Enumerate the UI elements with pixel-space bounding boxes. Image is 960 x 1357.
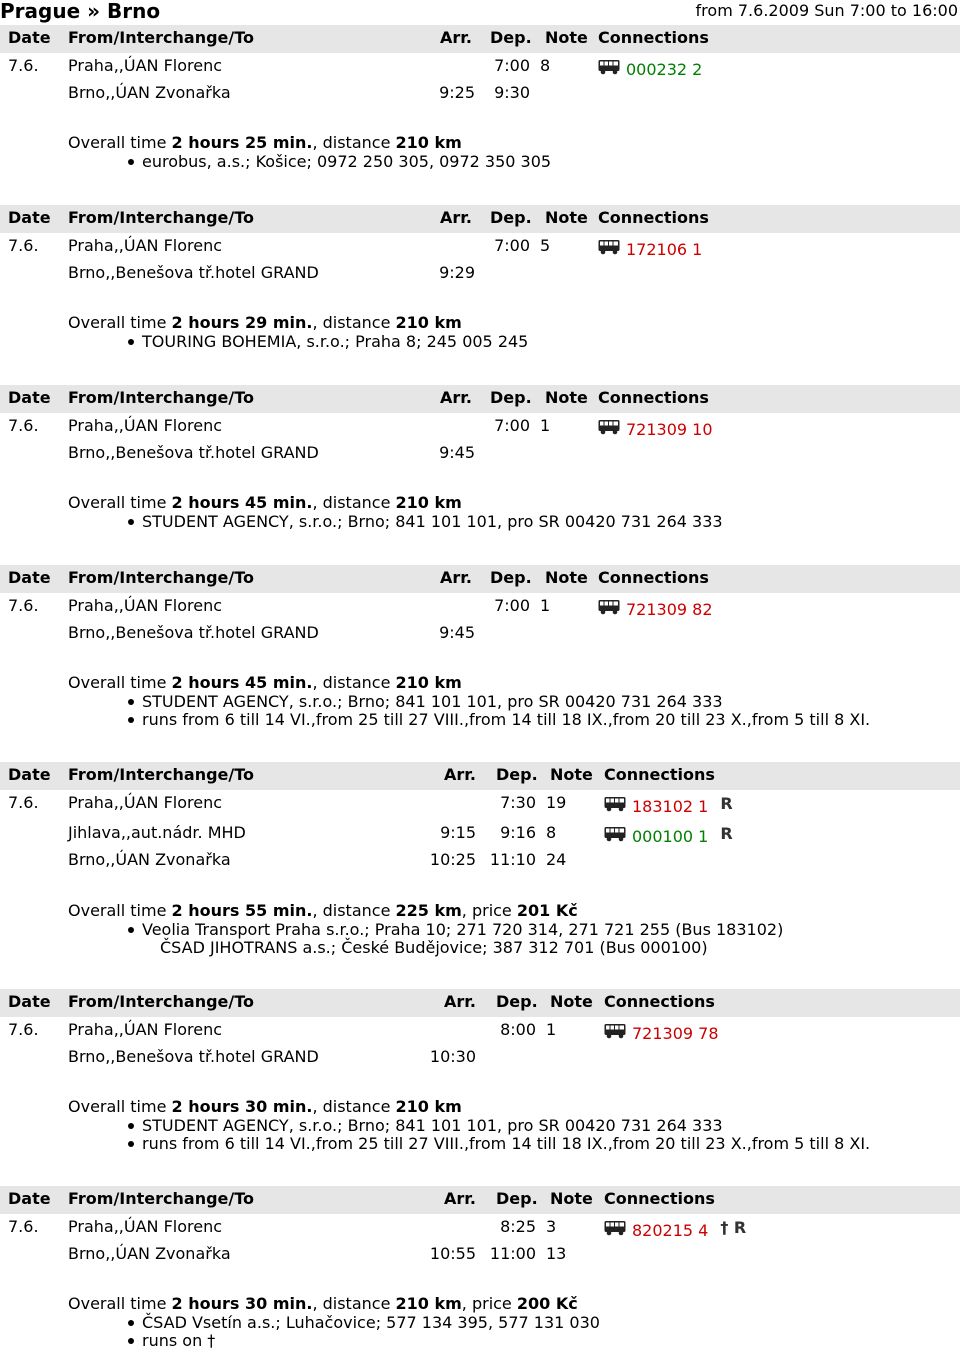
row-connection[interactable] (604, 821, 733, 846)
row-connection[interactable] (598, 594, 713, 619)
bus-icon (598, 599, 620, 615)
trip-summary: Overall time 2 hours 30 min., distance 210 km (68, 1097, 462, 1116)
row-date: 7.6. (8, 793, 39, 812)
table-header (0, 565, 960, 593)
header-note: Note (550, 992, 593, 1011)
carrier-info: STUDENT AGENCY, s.r.o.; Brno; 841 101 101, pro SR 00420 731 264 333 (142, 692, 723, 711)
connection-number-link[interactable]: 721309 10 (626, 420, 713, 439)
carrier-info: STUDENT AGENCY, s.r.o.; Brno; 841 101 101, pro SR 00420 731 264 333 (142, 1116, 723, 1135)
row-departure: 7:00 (494, 56, 530, 75)
header-from: From/Interchange/To (68, 992, 255, 1011)
connection-symbols: R (720, 824, 733, 843)
bus-icon (604, 1023, 626, 1039)
distance-value: 210 km (395, 493, 462, 512)
table-row (0, 1217, 960, 1244)
header-from: From/Interchange/To (68, 568, 255, 587)
table-row (0, 263, 960, 290)
row-station: Brno,,Benešova tř.hotel GRAND (68, 1047, 319, 1066)
table-row (0, 596, 960, 623)
trip-summary: Overall time 2 hours 45 min., distance 210 km (68, 673, 462, 692)
header-dep: Dep. (490, 568, 532, 587)
overall-time-value: 2 hours 30 min. (171, 1294, 313, 1313)
table-header (0, 989, 960, 1017)
header-dep: Dep. (490, 388, 532, 407)
table-row (0, 793, 960, 820)
row-arrival: 9:45 (439, 623, 475, 642)
connection-number-link[interactable]: 721309 78 (632, 1024, 719, 1043)
row-platform: 13 (546, 1244, 567, 1263)
row-station: Jihlava,,aut.nádr. MHD (68, 823, 246, 842)
row-station: Brno,,Benešova tř.hotel GRAND (68, 263, 319, 282)
row-departure: 7:30 (500, 793, 536, 812)
connection-symbols: † R (720, 1218, 747, 1237)
table-row (0, 83, 960, 110)
row-station: Brno,,ÚAN Zvonařka (68, 83, 231, 102)
header-arr: Arr. (444, 992, 476, 1011)
row-departure: 8:25 (500, 1217, 536, 1236)
distance-label: distance (322, 313, 391, 332)
table-row (0, 1020, 960, 1047)
page-title: Prague » Brno (0, 0, 161, 23)
row-date: 7.6. (8, 56, 39, 75)
table-header (0, 762, 960, 790)
distance-label: distance (322, 673, 391, 692)
distance-label: distance (322, 493, 391, 512)
row-arrival: 9:25 (439, 83, 475, 102)
overall-time-label: Overall time (68, 493, 167, 512)
overall-time-value: 2 hours 45 min. (171, 493, 313, 512)
overall-time-label: Overall time (68, 313, 167, 332)
table-row (0, 1244, 960, 1271)
header-note: Note (545, 388, 588, 407)
connection-block (0, 385, 960, 531)
overall-time-label: Overall time (68, 1294, 167, 1313)
row-departure: 8:00 (500, 1020, 536, 1039)
operation-info: runs from 6 till 14 VI.,from 25 till 27 VIII.,from 14 till 18 IX.,from 20 till 23 X.,from 5 till 8 XI. (142, 710, 871, 729)
header-date: Date (8, 388, 51, 407)
header-note: Note (550, 1189, 593, 1208)
row-connection[interactable] (598, 414, 713, 439)
header-dep: Dep. (496, 992, 538, 1011)
title-bar (0, 0, 960, 24)
row-departure: 11:10 (489, 850, 536, 869)
row-station: Praha,,ÚAN Florenc (68, 1020, 223, 1039)
row-arrival: 9:45 (439, 443, 475, 462)
header-from: From/Interchange/To (68, 28, 255, 47)
connection-block (0, 1186, 960, 1350)
table-header (0, 25, 960, 53)
bus-icon (598, 239, 620, 255)
header-note: Note (545, 568, 588, 587)
row-date: 7.6. (8, 236, 39, 255)
connection-number-link[interactable]: 820215 4 (632, 1221, 709, 1240)
overall-time-value: 2 hours 25 min. (171, 133, 313, 152)
overall-time-label: Overall time (68, 673, 167, 692)
bus-icon (604, 796, 626, 812)
header-connections: Connections (598, 568, 709, 587)
row-platform: 1 (540, 596, 551, 615)
overall-time-label: Overall time (68, 1097, 167, 1116)
header-date: Date (8, 208, 51, 227)
overall-time-value: 2 hours 45 min. (171, 673, 313, 692)
connection-number-link[interactable]: 721309 82 (626, 600, 713, 619)
table-row (0, 416, 960, 443)
operation-info: runs on † (142, 1331, 216, 1350)
row-departure: 9:30 (494, 83, 530, 102)
trip-summary: Overall time 2 hours 30 min., distance 210 km, price 200 Kč (68, 1294, 578, 1313)
row-platform: 8 (540, 56, 551, 75)
row-departure: 11:00 (489, 1244, 536, 1263)
distance-value: 210 km (395, 1294, 462, 1313)
distance-value: 210 km (395, 1097, 462, 1116)
connection-block (0, 989, 960, 1153)
distance-value: 210 km (395, 133, 462, 152)
search-period: from 7.6.2009 Sun 7:00 to 16:00 (695, 1, 958, 20)
connection-block (0, 565, 960, 729)
connection-block (0, 205, 960, 351)
bus-icon (604, 1220, 626, 1236)
overall-time-label: Overall time (68, 901, 167, 920)
table-row (0, 1047, 960, 1074)
header-from: From/Interchange/To (68, 765, 255, 784)
row-station: Brno,,Benešova tř.hotel GRAND (68, 623, 319, 642)
row-departure: 7:00 (494, 596, 530, 615)
header-note: Note (545, 28, 588, 47)
table-header (0, 385, 960, 413)
header-date: Date (8, 765, 51, 784)
row-departure: 7:00 (494, 416, 530, 435)
header-arr: Arr. (440, 568, 472, 587)
distance-value: 210 km (395, 673, 462, 692)
table-header (0, 205, 960, 233)
header-connections: Connections (604, 992, 715, 1011)
trip-summary: Overall time 2 hours 55 min., distance 225 km, price 201 Kč (68, 901, 578, 920)
row-arrival: 9:15 (440, 823, 476, 842)
connection-number-link[interactable]: 000100 1 (632, 827, 709, 846)
header-connections: Connections (598, 208, 709, 227)
header-arr: Arr. (440, 28, 472, 47)
row-platform: 24 (546, 850, 567, 869)
row-arrival: 9:29 (439, 263, 475, 282)
row-platform: 1 (540, 416, 551, 435)
connection-number-link[interactable]: 172106 1 (626, 240, 703, 259)
table-header (0, 1186, 960, 1214)
header-connections: Connections (598, 388, 709, 407)
distance-label: distance (322, 133, 391, 152)
row-connection[interactable] (604, 791, 733, 816)
distance-value: 210 km (395, 313, 462, 332)
price-label: price (471, 901, 512, 920)
row-station: Brno,,Benešova tř.hotel GRAND (68, 443, 319, 462)
row-station: Praha,,ÚAN Florenc (68, 56, 223, 75)
bus-icon (598, 59, 620, 75)
table-row (0, 623, 960, 650)
header-note: Note (545, 208, 588, 227)
operation-info: runs from 6 till 14 VI.,from 25 till 27 VIII.,from 14 till 18 IX.,from 20 till 23 X.,from 5 till 8 XI. (142, 1134, 871, 1153)
row-arrival: 10:25 (429, 850, 476, 869)
table-row (0, 823, 960, 850)
header-connections: Connections (604, 1189, 715, 1208)
row-platform: 5 (540, 236, 551, 255)
table-row (0, 850, 960, 877)
connection-number-link[interactable]: 000232 2 (626, 60, 703, 79)
trip-summary: Overall time 2 hours 25 min., distance 210 km (68, 133, 462, 152)
carrier-info: Veolia Transport Praha s.r.o.; Praha 10; 271 720 314, 271 721 255 (Bus 183102) (142, 920, 784, 939)
bus-icon (598, 419, 620, 435)
connection-block (0, 762, 960, 957)
header-connections: Connections (598, 28, 709, 47)
header-dep: Dep. (490, 208, 532, 227)
distance-label: distance (322, 1097, 391, 1116)
connection-number-link[interactable]: 183102 1 (632, 797, 709, 816)
price-value: 201 Kč (516, 901, 578, 920)
header-date: Date (8, 992, 51, 1011)
row-station: Praha,,ÚAN Florenc (68, 1217, 223, 1236)
header-arr: Arr. (444, 765, 476, 784)
row-connection[interactable] (598, 234, 702, 259)
header-from: From/Interchange/To (68, 208, 255, 227)
carrier-info-2: ČSAD JIHOTRANS a.s.; České Budějovice; 387 312 701 (Bus 000100) (160, 938, 708, 957)
row-platform: 1 (546, 1020, 557, 1039)
bus-icon (604, 826, 626, 842)
header-note: Note (550, 765, 593, 784)
price-value: 200 Kč (516, 1294, 578, 1313)
trip-summary: Overall time 2 hours 29 min., distance 210 km (68, 313, 462, 332)
overall-time-label: Overall time (68, 133, 167, 152)
carrier-info: STUDENT AGENCY, s.r.o.; Brno; 841 101 101, pro SR 00420 731 264 333 (142, 512, 723, 531)
carrier-info: eurobus, a.s.; Košice; 0972 250 305, 0972 350 305 (142, 152, 552, 171)
row-date: 7.6. (8, 1020, 39, 1039)
carrier-info: ČSAD Vsetín a.s.; Luhačovice; 577 134 395, 577 131 030 (142, 1313, 600, 1332)
header-dep: Dep. (490, 28, 532, 47)
row-date: 7.6. (8, 596, 39, 615)
header-connections: Connections (604, 765, 715, 784)
distance-label: distance (322, 901, 391, 920)
row-arrival: 10:55 (429, 1244, 476, 1263)
row-date: 7.6. (8, 416, 39, 435)
overall-time-value: 2 hours 30 min. (171, 1097, 313, 1116)
header-date: Date (8, 568, 51, 587)
overall-time-value: 2 hours 55 min. (171, 901, 313, 920)
header-arr: Arr. (444, 1189, 476, 1208)
row-station: Praha,,ÚAN Florenc (68, 793, 223, 812)
header-dep: Dep. (496, 765, 538, 784)
row-station: Praha,,ÚAN Florenc (68, 236, 223, 255)
table-row (0, 56, 960, 83)
row-station: Praha,,ÚAN Florenc (68, 416, 223, 435)
row-departure: 9:16 (500, 823, 536, 842)
row-arrival: 10:30 (429, 1047, 476, 1066)
header-arr: Arr. (440, 208, 472, 227)
header-date: Date (8, 1189, 51, 1208)
row-station: Praha,,ÚAN Florenc (68, 596, 223, 615)
row-station: Brno,,ÚAN Zvonařka (68, 1244, 231, 1263)
table-row (0, 236, 960, 263)
row-departure: 7:00 (494, 236, 530, 255)
header-from: From/Interchange/To (68, 1189, 255, 1208)
row-platform: 19 (546, 793, 567, 812)
row-platform: 3 (546, 1217, 557, 1236)
row-station: Brno,,ÚAN Zvonařka (68, 850, 231, 869)
connection-block (0, 25, 960, 171)
row-connection[interactable] (598, 54, 702, 79)
overall-time-value: 2 hours 29 min. (171, 313, 313, 332)
distance-value: 225 km (395, 901, 462, 920)
header-arr: Arr. (440, 388, 472, 407)
row-connection[interactable] (604, 1215, 746, 1240)
connection-symbols: R (720, 794, 733, 813)
header-from: From/Interchange/To (68, 388, 255, 407)
row-date: 7.6. (8, 1217, 39, 1236)
row-platform: 8 (546, 823, 557, 842)
trip-summary: Overall time 2 hours 45 min., distance 210 km (68, 493, 462, 512)
row-connection[interactable] (604, 1018, 719, 1043)
table-row (0, 443, 960, 470)
header-dep: Dep. (496, 1189, 538, 1208)
price-label: price (471, 1294, 512, 1313)
carrier-info: TOURING BOHEMIA, s.r.o.; Praha 8; 245 005 245 (142, 332, 529, 351)
header-date: Date (8, 28, 51, 47)
distance-label: distance (322, 1294, 391, 1313)
